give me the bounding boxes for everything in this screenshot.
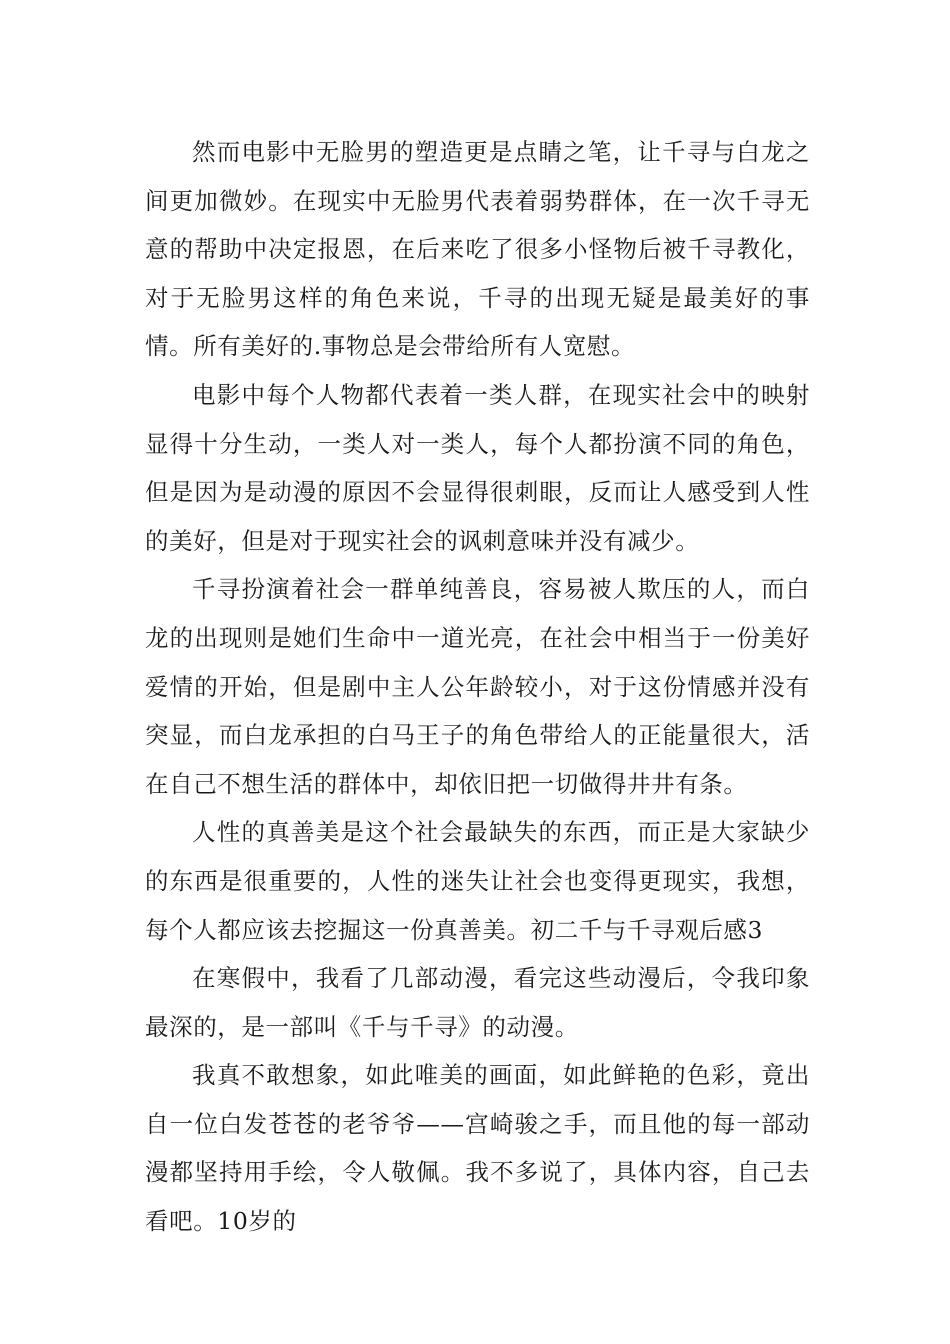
paragraph-5: 在寒假中，我看了几部动漫，看完这些动漫后，令我印象最深的，是一部叫《千与千寻》的动漫。 [145,964,810,1041]
document-body [145,128,810,1246]
paragraph-4: 人性的真善美是这个社会最缺失的东西，而正是大家缺少的东西是很重要的，人性的迷失让社会也变得更现实，我想，每个人都应该去挖掘这一份真善美。初二千与千寻观后感3 [145,818,810,944]
paragraph-1: 然而电影中无脸男的塑造更是点睛之笔，让千寻与白龙之间更加微妙。在现实中无脸男代表着弱势群体，在一次千寻无意的帮助中决定报恩，在后来吃了很多小怪物后被千寻教化，对于无脸男这样的角色来说，千寻的出现无疑是最美好的事情。所有美好的.事物总是会带给所有人宽慰。 [145,138,810,361]
paragraph-3: 千寻扮演着社会一群单纯善良，容易被人欺压的人，而白龙的出现则是她们生命中一道光亮，在社会中相当于一份美好爱情的开始，但是剧中主人公年龄较小，对于这份情感并没有突显，而白龙承担的白马王子的角色带给人的正能量很大，活在自己不想生活的群体中，却依旧把一切做得井井有条。 [145,575,810,798]
paragraph-6: 我真不敢想象，如此唯美的画面，如此鲜艳的色彩，竟出自一位白发苍苍的老爷爷——宫崎骏之手，而且他的每一部动漫都坚持用手绘，令人敬佩。我不多说了，具体内容，自己去看吧。10岁的 [145,1061,810,1236]
paragraph-2: 电影中每个人物都代表着一类人群，在现实社会中的映射显得十分生动，一类人对一类人，每个人都扮演不同的角色，但是因为是动漫的原因不会显得很刺眼，反而让人感受到人性的美好，但是对于现实社会的讽刺意味并没有减少。 [145,380,810,555]
